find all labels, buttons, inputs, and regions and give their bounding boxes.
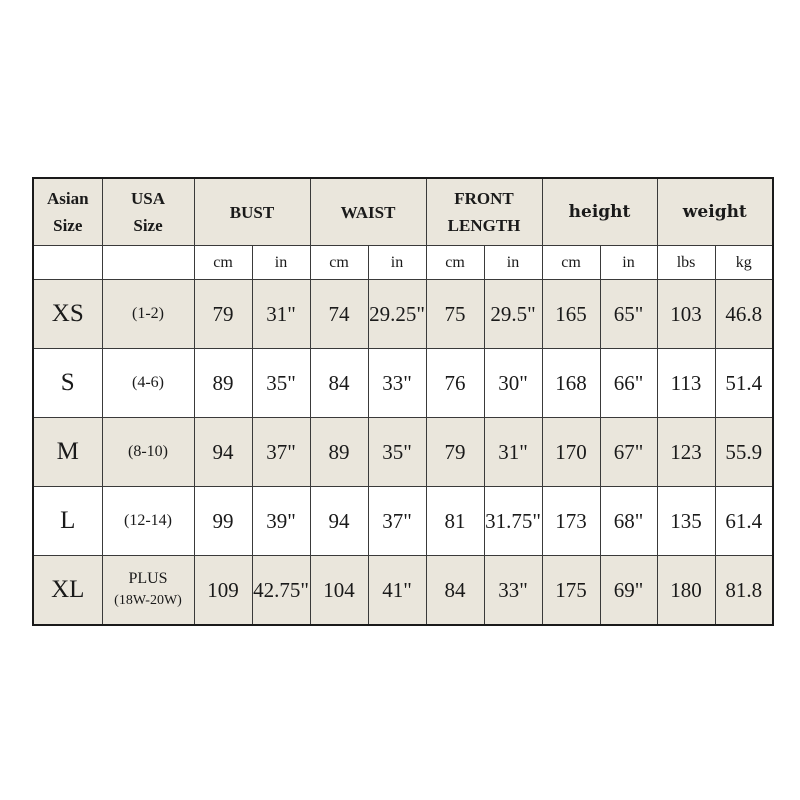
unit-front-cm: cm: [426, 246, 484, 280]
unit-waist-cm: cm: [310, 246, 368, 280]
usa-size-cell: [102, 556, 194, 626]
usa-size-cell: (8-10): [102, 418, 194, 487]
asian-size-cell: S: [33, 349, 102, 418]
height-in-cell: 66": [600, 349, 657, 418]
header-bust: BUST: [194, 178, 310, 246]
front-in-cell: 31.75": [484, 487, 542, 556]
bust-in-cell: 39": [252, 487, 310, 556]
waist-cm-cell: 84: [310, 349, 368, 418]
front-in-cell: 33": [484, 556, 542, 626]
size-chart-table: [32, 177, 774, 626]
unit-height-in: in: [600, 246, 657, 280]
height-in-cell: 69": [600, 556, 657, 626]
header-waist: WAIST: [310, 178, 426, 246]
bust-cm-cell: 99: [194, 487, 252, 556]
bust-in-cell: 42.75": [252, 556, 310, 626]
weight-kg-cell: 61.4: [715, 487, 773, 556]
bust-cm-cell: 94: [194, 418, 252, 487]
header-weight: weight: [657, 178, 773, 246]
bust-cm-cell: 79: [194, 280, 252, 349]
front-cm-cell: 76: [426, 349, 484, 418]
weight-kg-cell: 46.8: [715, 280, 773, 349]
height-cm-cell: 170: [542, 418, 600, 487]
waist-in-cell: 37": [368, 487, 426, 556]
front-in-cell: 31": [484, 418, 542, 487]
table-row: [33, 349, 773, 418]
waist-in-cell: 35": [368, 418, 426, 487]
header-usa-size: USA Size: [102, 178, 194, 246]
height-in-cell: 65": [600, 280, 657, 349]
weight-lbs-cell: 123: [657, 418, 715, 487]
height-cm-cell: 168: [542, 349, 600, 418]
unit-height-cm: cm: [542, 246, 600, 280]
asian-size-cell: M: [33, 418, 102, 487]
weight-lbs-cell: 103: [657, 280, 715, 349]
units-blank-asian: [33, 246, 102, 280]
units-blank-usa: [102, 246, 194, 280]
unit-weight-kg: kg: [715, 246, 773, 280]
header-row: [33, 178, 773, 246]
header-asian-size: Asian Size: [33, 178, 102, 246]
bust-in-cell: 35": [252, 349, 310, 418]
bust-in-cell: 37": [252, 418, 310, 487]
unit-weight-lbs: lbs: [657, 246, 715, 280]
units-row: [33, 246, 773, 280]
front-cm-cell: 79: [426, 418, 484, 487]
asian-size-cell: XL: [33, 556, 102, 626]
weight-kg-cell: 51.4: [715, 349, 773, 418]
height-cm-cell: 175: [542, 556, 600, 626]
usa-size-sub: (18W-20W): [114, 593, 182, 608]
front-cm-cell: 81: [426, 487, 484, 556]
table-row: [33, 418, 773, 487]
waist-cm-cell: 94: [310, 487, 368, 556]
bust-in-cell: 31": [252, 280, 310, 349]
weight-kg-cell: 81.8: [715, 556, 773, 626]
height-in-cell: 67": [600, 418, 657, 487]
usa-size-cell: (12-14): [102, 487, 194, 556]
usa-size-cell: (4-6): [102, 349, 194, 418]
unit-bust-cm: cm: [194, 246, 252, 280]
bust-cm-cell: 109: [194, 556, 252, 626]
front-in-cell: 29.5": [484, 280, 542, 349]
table-row: [33, 487, 773, 556]
waist-cm-cell: 104: [310, 556, 368, 626]
unit-waist-in: in: [368, 246, 426, 280]
front-in-cell: 30": [484, 349, 542, 418]
usa-size-cell: (1-2): [102, 280, 194, 349]
waist-in-cell: 29.25": [368, 280, 426, 349]
waist-cm-cell: 74: [310, 280, 368, 349]
asian-size-cell: XS: [33, 280, 102, 349]
header-height: height: [542, 178, 657, 246]
waist-cm-cell: 89: [310, 418, 368, 487]
bust-cm-cell: 89: [194, 349, 252, 418]
weight-kg-cell: 55.9: [715, 418, 773, 487]
front-cm-cell: 84: [426, 556, 484, 626]
height-in-cell: 68": [600, 487, 657, 556]
asian-size-cell: L: [33, 487, 102, 556]
usa-size-main: PLUS: [128, 570, 168, 587]
weight-lbs-cell: 113: [657, 349, 715, 418]
front-cm-cell: 75: [426, 280, 484, 349]
waist-in-cell: 33": [368, 349, 426, 418]
unit-bust-in: in: [252, 246, 310, 280]
unit-front-in: in: [484, 246, 542, 280]
weight-lbs-cell: 135: [657, 487, 715, 556]
weight-lbs-cell: 180: [657, 556, 715, 626]
table-row: [33, 556, 773, 626]
height-cm-cell: 165: [542, 280, 600, 349]
height-cm-cell: 173: [542, 487, 600, 556]
table-row: [33, 280, 773, 349]
waist-in-cell: 41": [368, 556, 426, 626]
header-front-length: FRONT LENGTH: [426, 178, 542, 246]
